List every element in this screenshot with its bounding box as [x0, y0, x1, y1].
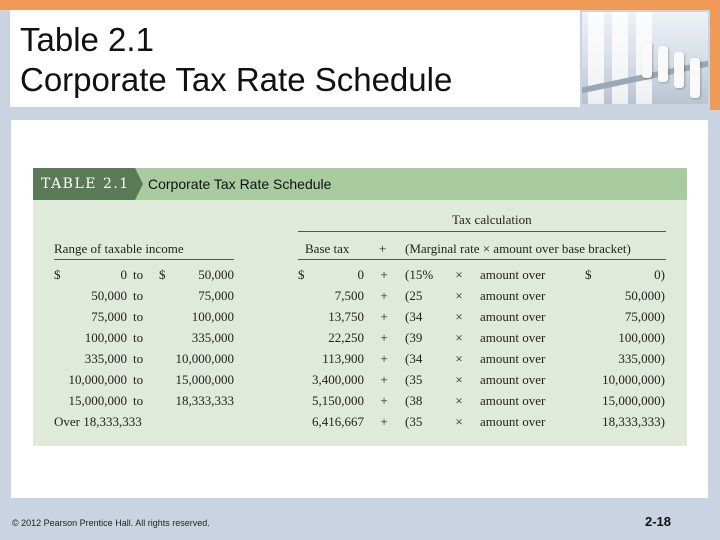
amount-over: amount over	[480, 372, 546, 387]
times-sign: ×	[455, 288, 463, 303]
tax-calculation-header: Tax calculation	[452, 212, 532, 227]
range-high: 75,000	[198, 288, 234, 303]
range-to: to	[133, 267, 144, 282]
table-row	[33, 348, 687, 369]
marginal-rate: (25	[405, 288, 423, 303]
amount-over: amount over	[480, 351, 546, 366]
times-sign: ×	[455, 372, 463, 387]
range-high: 10,000,000	[175, 351, 234, 366]
times-sign: ×	[455, 330, 463, 345]
table-row	[33, 285, 687, 306]
table-row-last	[33, 411, 687, 432]
range-low: 335,000	[84, 351, 127, 366]
times-sign: ×	[455, 267, 463, 282]
footer-copyright: © 2012 Pearson Prentice Hall. All rights reserved.	[12, 518, 210, 528]
base-tax: 7,500	[334, 288, 364, 303]
conference-room-photo	[582, 12, 708, 104]
right-accent-bar	[710, 0, 720, 110]
group-header-rule	[298, 231, 666, 232]
table-label: TABLE 2.1	[33, 168, 135, 200]
plus-sign: +	[380, 351, 388, 366]
table-label-arrow	[135, 168, 143, 200]
range-to: to	[133, 351, 144, 366]
slide-title-line-1: Table 2.1	[20, 21, 154, 58]
marginal-rate: (34	[405, 351, 423, 366]
bracket-base: 100,000)	[618, 330, 665, 345]
range-low: 15,000,000	[68, 393, 127, 408]
marginal-rate: (35	[405, 372, 423, 387]
amount-over: amount over	[480, 393, 546, 408]
range-to: to	[133, 372, 144, 387]
range-high: 50,000	[198, 267, 234, 282]
table-row	[33, 390, 687, 411]
base-tax: 5,150,000	[312, 393, 364, 408]
range-to: to	[133, 393, 144, 408]
plus-sign: +	[380, 414, 388, 429]
base-tax: 113,900	[322, 351, 364, 366]
plus-sign: +	[380, 372, 388, 387]
range-over: Over 18,333,333	[54, 414, 142, 429]
range-to: to	[133, 288, 144, 303]
range-low: 50,000	[91, 288, 127, 303]
top-accent-bar	[0, 0, 720, 10]
plus-sign: +	[380, 288, 388, 303]
slide-title-box	[10, 10, 580, 107]
column-header-range: Range of taxable income	[54, 241, 184, 256]
base-dollar-sign: $	[298, 267, 305, 282]
table-row	[33, 327, 687, 348]
amount-over: amount over	[480, 414, 546, 429]
range-to: to	[133, 330, 144, 345]
plus-sign: +	[380, 267, 388, 282]
range-to: to	[133, 309, 144, 324]
amount-over: amount over	[480, 309, 546, 324]
plus-sign: +	[380, 330, 388, 345]
column-header-plus: +	[379, 241, 387, 256]
high-dollar-sign: $	[159, 267, 166, 282]
page-number: 2-18	[645, 514, 672, 529]
table-header-bar	[33, 168, 687, 200]
bracket-base: 15,000,000)	[602, 393, 665, 408]
range-low: 75,000	[91, 309, 127, 324]
table-row	[33, 306, 687, 327]
bracket-base: 335,000)	[618, 351, 665, 366]
range-low: 10,000,000	[68, 372, 127, 387]
range-high: 15,000,000	[175, 372, 234, 387]
base-tax: 22,250	[328, 330, 364, 345]
plus-sign: +	[380, 393, 388, 408]
column-header-base-tax: Base tax	[305, 241, 350, 256]
base-tax: 0	[357, 267, 364, 282]
base-tax: 3,400,000	[312, 372, 364, 387]
bracket-base: 10,000,000)	[602, 372, 665, 387]
marginal-rate: (15%	[405, 267, 434, 282]
plus-sign: +	[380, 309, 388, 324]
range-low: 100,000	[84, 330, 127, 345]
tax-rate-table	[33, 168, 687, 446]
amount-over: amount over	[480, 288, 546, 303]
bracket-base: 50,000)	[624, 288, 665, 303]
amount-over: amount over	[480, 330, 546, 345]
marginal-rate: (35	[405, 414, 423, 429]
times-sign: ×	[455, 351, 463, 366]
base-tax: 6,416,667	[312, 414, 364, 429]
amount-over: amount over	[480, 267, 546, 282]
range-low: 0	[120, 267, 127, 282]
marginal-rate: (38	[405, 393, 423, 408]
times-sign: ×	[455, 414, 463, 429]
calc-header-rule	[298, 259, 666, 260]
marginal-rate: (34	[405, 309, 423, 324]
bracket-base: 0)	[654, 267, 665, 282]
bracket-base: 18,333,333)	[602, 414, 665, 429]
table-row	[33, 369, 687, 390]
base-tax: 13,750	[328, 309, 364, 324]
bracket-dollar-sign: $	[585, 267, 592, 282]
times-sign: ×	[455, 393, 463, 408]
bracket-base: 75,000)	[624, 309, 665, 324]
range-high: 18,333,333	[175, 393, 234, 408]
marginal-rate: (39	[405, 330, 423, 345]
column-header-marginal: (Marginal rate × amount over base bracket)	[405, 241, 631, 256]
table-row	[33, 264, 687, 285]
range-high: 335,000	[191, 330, 234, 345]
times-sign: ×	[455, 309, 463, 324]
low-dollar-sign: $	[54, 267, 61, 282]
slide-title-line-2: Corporate Tax Rate Schedule	[20, 61, 453, 98]
range-header-rule	[54, 259, 234, 260]
range-high: 100,000	[191, 309, 234, 324]
table-title: Corporate Tax Rate Schedule	[148, 176, 332, 192]
